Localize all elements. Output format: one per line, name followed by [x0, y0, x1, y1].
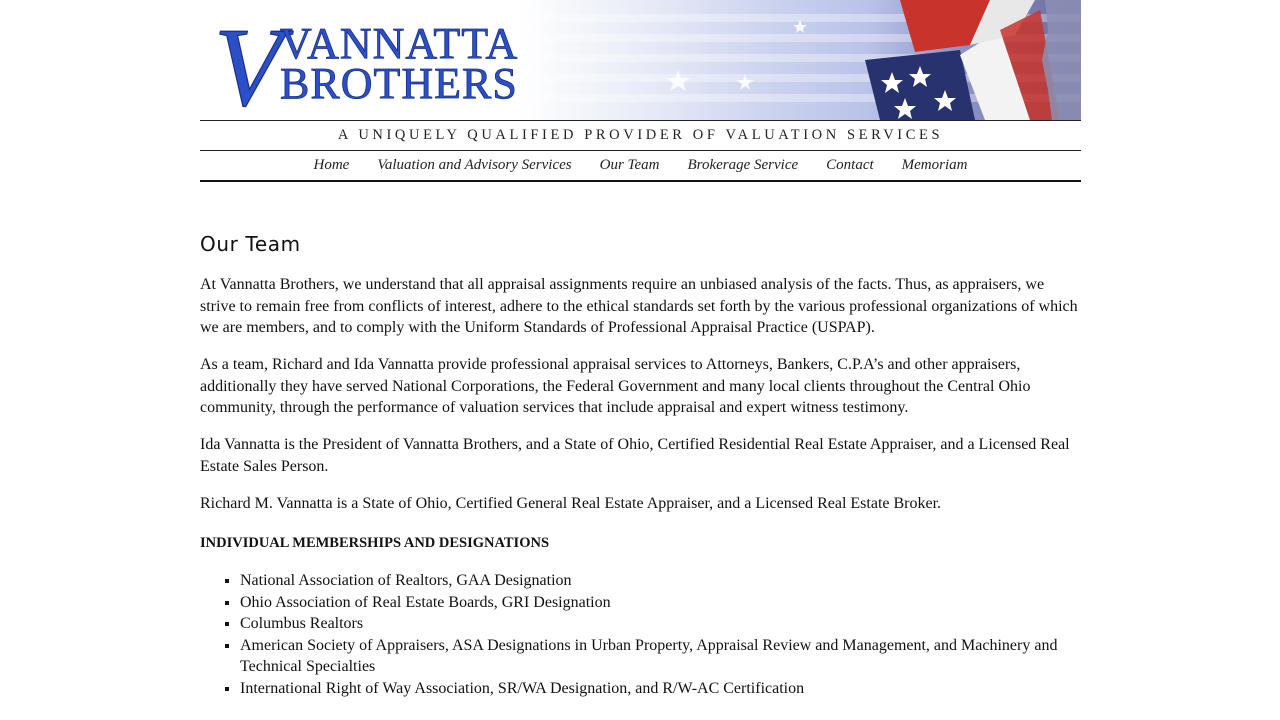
list-item: ▪ National Association of Realtors, GAA Designation [240, 570, 1081, 592]
page-title: Our Team [200, 232, 301, 256]
memberships-list [200, 570, 1081, 699]
logo-line-1: VANNATTA [280, 19, 519, 68]
list-item: ▪ International Right of Way Association, SR/WA Designation, and R/W-AC Certification [240, 678, 1081, 700]
list-item: ▪ Ohio Association of Real Estate Boards, GRI Designation [240, 592, 1081, 614]
logo-v-letter: V [214, 8, 283, 112]
nav-valuation-advisory[interactable]: Valuation and Advisory Services [377, 157, 572, 173]
list-item: ▪ American Society of Appraisers, ASA Designations in Urban Property, Appraisal Review and Management, and Machinery and Technical Specialties [240, 635, 1081, 678]
nav-our-team[interactable]: Our Team [599, 157, 660, 173]
main-nav [200, 151, 1081, 180]
memberships-heading: INDIVIDUAL MEMBERSHIPS AND DESIGNATIONS [200, 535, 550, 551]
list-item: ▪ Columbus Realtors [240, 613, 1081, 635]
richard-bio-paragraph: Richard M. Vannatta is a State of Ohio, Certified General Real Estate Appraiser, and a Licensed Real Estate Broker. [200, 494, 942, 512]
ida-bio-paragraph: Ida Vannatta is the President of Vannatta Brothers, and a State of Ohio, Certified Residential Real Estate Appraiser, and a Licensed Real Estate Sales Person. [200, 436, 1070, 475]
intro-paragraph: At Vannatta Brothers, we understand that all appraisal assignments require an unbiased analysis of the facts. Thus, as appraisers, we strive to remain free from conflicts of interest, adhere to the ethical standards set forth by the various professional organizations of which we are members, and to comply with the Uniform Standards of Professional Appraisal Practice (USPAP). [200, 276, 1078, 336]
logo-line-2: BROTHERS [280, 59, 518, 108]
main-content [200, 182, 1081, 699]
page-wrapper [200, 0, 1081, 699]
team-paragraph: As a team, Richard and Ida Vannatta provide professional appraisal services to Attorneys, Bankers, C.P.A’s and other appraisers, additionally they have served National Corporations, the Federal Government and many local clients throughout the Central Ohio community, through the performance of valuation services that include appraisal and expert witness testimony. [200, 356, 1031, 416]
nav-brokerage-service[interactable]: Brokerage Service [687, 157, 799, 173]
company-logo[interactable] [214, 8, 544, 112]
nav-contact[interactable]: Contact [826, 157, 874, 173]
nav-home[interactable]: Home [313, 157, 350, 173]
tagline: A UNIQUELY QUALIFIED PROVIDER OF VALUATION SERVICES [337, 127, 944, 143]
header-banner [200, 0, 1081, 120]
nav-memoriam[interactable]: Memoriam [901, 157, 968, 173]
